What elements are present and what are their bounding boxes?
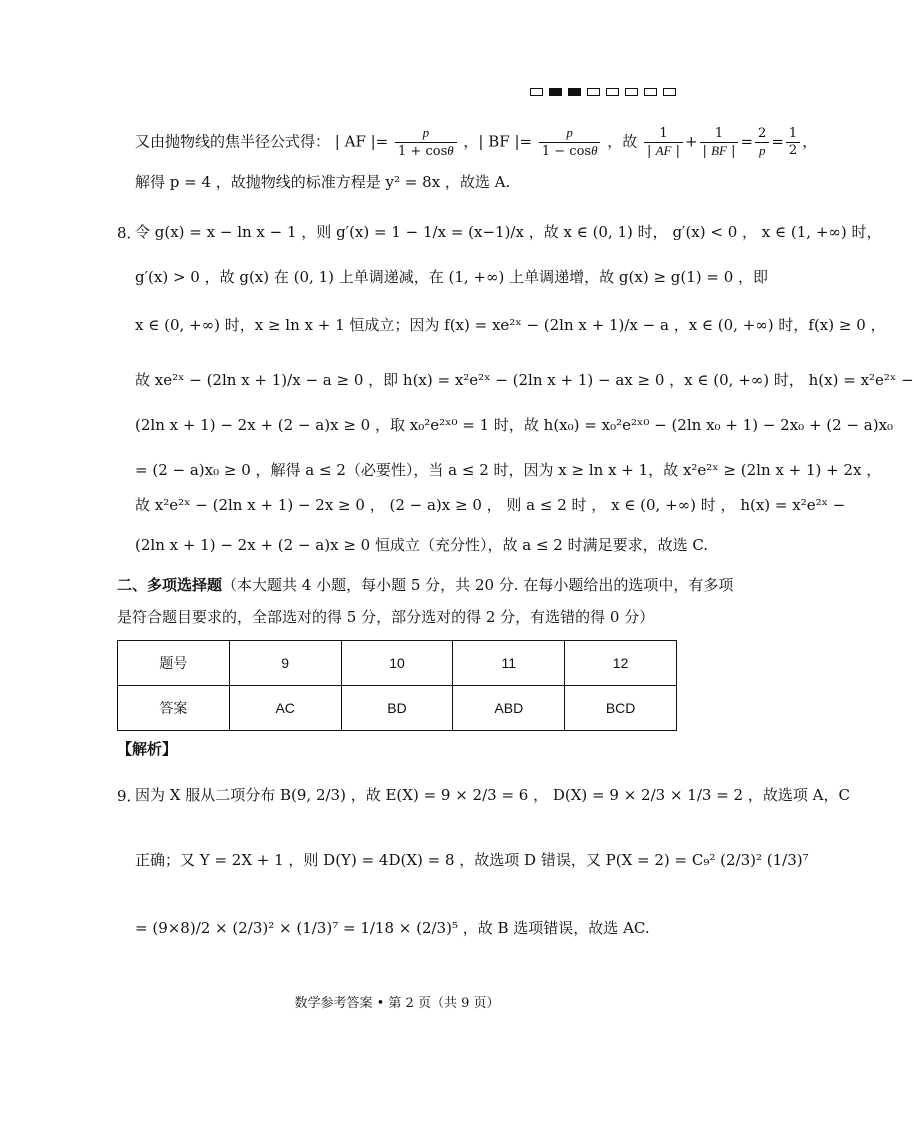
q8-line-2: g′(x) > 0 ，故 g(x) 在 (0, 1) 上单调递减，在 (1, +∞) 上单调递增，故 g(x) ≥ g(1) = 0 ，即 xyxy=(135,268,769,286)
table-cell: 10 xyxy=(341,641,453,686)
table-cell: 9 xyxy=(229,641,341,686)
section-2-title: 二、多项选择题 xyxy=(117,576,223,594)
table-cell: ABD xyxy=(453,686,565,731)
q8-line-7: 故 x²e²ˣ − (2ln x + 1) − 2x ≥ 0 ， (2 − a)x ≥ 0 ， 则 a ≤ 2 时 ， x ∈ (0, +∞) 时 ， h(x) = x²e²ˣ − xyxy=(135,496,846,514)
q9-line-2: 正确；又 Y = 2X + 1 ，则 D(Y) = 4D(X) = 8 ，故选项 D 错误，又 P(X = 2) = C₉² (2/3)² (1/3)⁷ xyxy=(135,851,809,869)
fraction: $\frac{p}{1 - \cos\theta}$ xyxy=(539,125,601,160)
q8-line-5: (2ln x + 1) − 2x + (2 − a)x ≥ 0 ，取 x₀²e²ˣ⁰ = 1 时，故 h(x₀) = x₀²e²ˣ⁰ − (2ln x₀ + 1) − 2x₀ + (2 − a)x₀ xyxy=(135,416,894,434)
q9-line-3: = (9×8)/2 × (2/3)² × (1/3)⁷ = 1/18 × (2/3)⁵ ，故 B 选项错误，故选 AC. xyxy=(135,919,650,937)
empty-square-icon xyxy=(625,88,638,96)
empty-square-icon xyxy=(530,88,543,96)
q8-line-1: 令 g(x) = x − ln x − 1 ，则 g′(x) = 1 − 1/x = (x−1)/x ，故 x ∈ (0, 1) 时， g′(x) < 0 ， x ∈ (1, +∞) 时， xyxy=(135,223,882,241)
header-squares xyxy=(530,88,676,96)
table-cell: 11 xyxy=(453,641,565,686)
table-cell: 题号 xyxy=(118,641,230,686)
analysis-heading: 【解析】 xyxy=(117,740,178,758)
table-row xyxy=(118,686,677,731)
fraction: $\frac{1}{| BF |}$ xyxy=(700,126,739,160)
q8-line-3: x ∈ (0, +∞) 时，x ≥ ln x + 1 恒成立；因为 f(x) = xe²ˣ − (2ln x + 1)/x − a ，x ∈ (0, +∞) 时，f(x) ≥ 0 ， xyxy=(135,316,886,334)
answer-table xyxy=(117,640,677,731)
empty-square-icon xyxy=(663,88,676,96)
q7-prefix: 又由抛物线的焦半径公式得： xyxy=(135,132,331,151)
fraction: $\frac{1}{| AF |}$ xyxy=(644,126,683,160)
q8-line-4: 故 xe²ˣ − (2ln x + 1)/x − a ≥ 0 ，即 h(x) = x²e²ˣ − (2ln x + 1) − ax ≥ 0 ，x ∈ (0, +∞) 时， h(x) = x²e²ˣ − xyxy=(135,371,914,389)
page-footer: 数学参考答案 • 第 2 页（共 9 页） xyxy=(294,996,500,1011)
q9-line-1: 因为 X 服从二项分布 B(9, 2/3) ，故 E(X) = 9 × 2/3 = 6 ， D(X) = 9 × 2/3 × 1/3 = 2 ，故选项 A，C xyxy=(135,786,850,804)
fraction: $\frac{p}{1 + \cos\theta}$ xyxy=(395,125,457,160)
fraction: $\frac{2}{p}$ xyxy=(755,126,769,160)
q7-gu: ，故 xyxy=(607,132,638,151)
q7-af: | AF |= xyxy=(334,132,389,151)
section-2-heading xyxy=(117,574,733,595)
q7-line-2: 解得 p = 4 ，故抛物线的标准方程是 y² = 8x ，故选 A. xyxy=(135,173,511,191)
fraction: $\frac{1}{2}$ xyxy=(786,126,800,159)
section-2-desc-2: 是符合题目要求的，全部选对的得 5 分，部分选对的得 2 分，有选错的得 0 分） xyxy=(117,608,655,626)
q8-line-6: = (2 − a)x₀ ≥ 0 ，解得 a ≤ 2（必要性），当 a ≤ 2 时，因为 x ≥ ln x + 1，故 x²e²ˣ ≥ (2ln x + 1) + 2x ， xyxy=(135,461,882,479)
filled-square-icon xyxy=(549,88,562,96)
empty-square-icon xyxy=(606,88,619,96)
table-cell: 12 xyxy=(565,641,677,686)
q7-bf: ，| BF |= xyxy=(463,132,533,151)
q8-number: 8． xyxy=(117,224,142,242)
empty-square-icon xyxy=(587,88,600,96)
q8-line-8: (2ln x + 1) − 2x + (2 − a)x ≥ 0 恒成立（充分性），故 a ≤ 2 时满足要求，故选 C. xyxy=(135,536,709,554)
filled-square-icon xyxy=(568,88,581,96)
section-2-desc-1: （本大题共 4 小题，每小题 5 分，共 20 分. 在每小题给出的选项中，有多项 xyxy=(222,576,734,594)
empty-square-icon xyxy=(644,88,657,96)
table-cell: AC xyxy=(229,686,341,731)
table-row xyxy=(118,641,677,686)
table-cell: BD xyxy=(341,686,453,731)
table-cell: 答案 xyxy=(118,686,230,731)
q7-line-1: 又由抛物线的焦半径公式得： | AF |= $\frac{p}{1 + \cos\theta}$ ，| BF |= $\frac{p}{1 - \cos\theta}$ ，故 $\frac{1}{| AF |}$ + $\frac{1}{| BF |}$ = $\frac{2}{p}$ = $\frac{1}{2}$ ， xyxy=(135,125,818,159)
table-cell: BCD xyxy=(565,686,677,731)
q9-number: 9． xyxy=(117,787,142,805)
